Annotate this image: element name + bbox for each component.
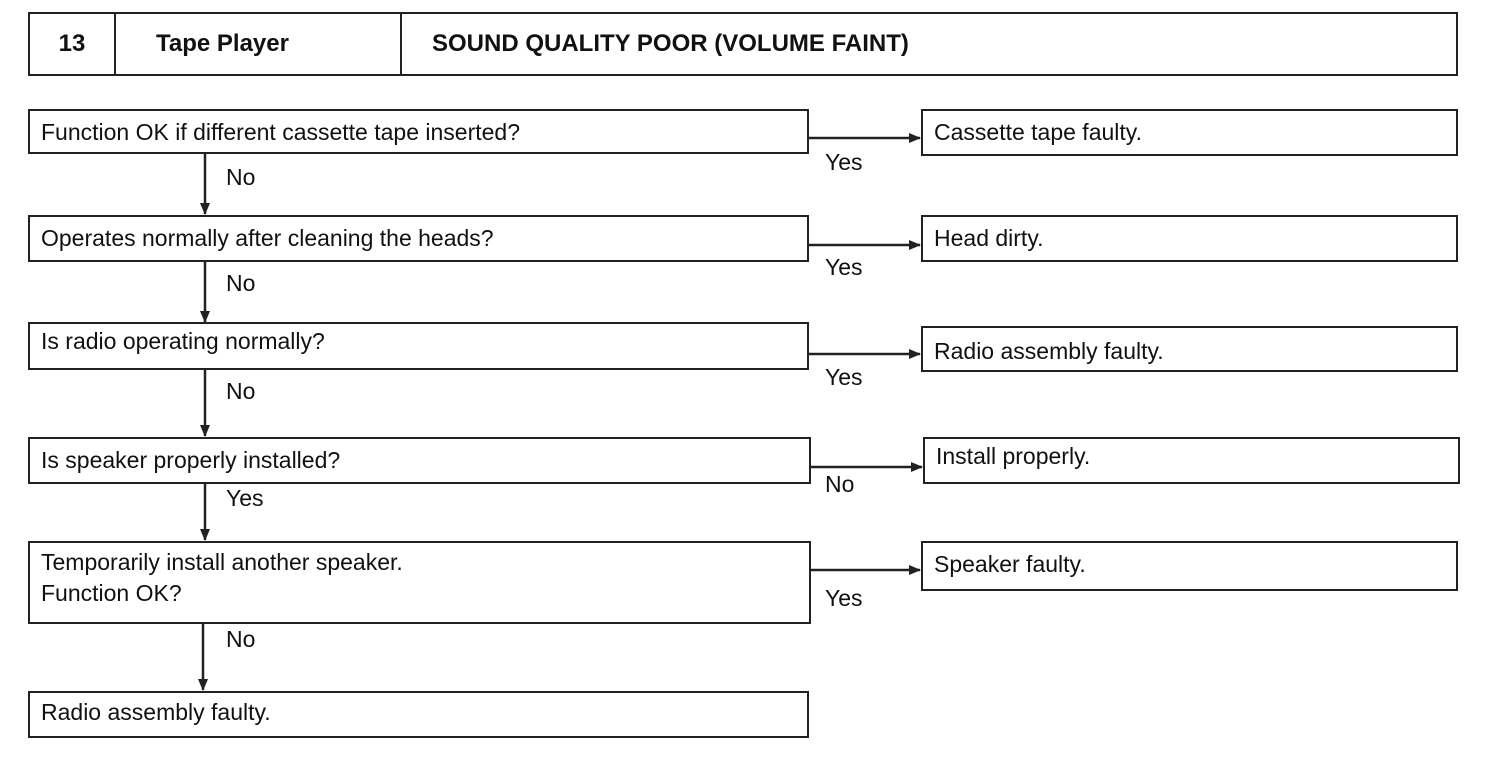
result-text-3: Radio assembly faulty. bbox=[934, 338, 1164, 364]
question-box-3 bbox=[28, 322, 809, 370]
result-text-5: Speaker faulty. bbox=[934, 551, 1086, 577]
procedure-topic: Tape Player bbox=[116, 14, 402, 74]
final-result-box bbox=[28, 691, 809, 738]
down-label-2: No bbox=[226, 270, 256, 296]
question-box-4 bbox=[28, 437, 811, 484]
result-text-2: Head dirty. bbox=[934, 225, 1044, 251]
question-box-5 bbox=[28, 541, 811, 624]
down-label-5: No bbox=[226, 626, 256, 652]
question-box-1 bbox=[28, 109, 809, 154]
question-text-1: Function OK if different cassette tape inserted? bbox=[41, 119, 521, 145]
question-text-2: Operates normally after cleaning the heads? bbox=[41, 225, 494, 251]
side-label-2: Yes bbox=[825, 254, 863, 280]
side-label-4: No bbox=[825, 471, 855, 497]
down-label-1: No bbox=[226, 164, 256, 190]
question-text-5-line-1: Temporarily install another speaker. bbox=[41, 549, 403, 575]
procedure-title: SOUND QUALITY POOR (VOLUME FAINT) bbox=[432, 30, 909, 57]
question-text-4: Is speaker properly installed? bbox=[41, 447, 341, 473]
question-text-5-line-2: Function OK? bbox=[41, 580, 182, 606]
side-label-5: Yes bbox=[825, 585, 863, 611]
down-label-4: Yes bbox=[226, 485, 264, 511]
result-box-4 bbox=[923, 437, 1460, 484]
final-result-text: Radio assembly faulty. bbox=[41, 699, 271, 725]
result-text-4: Install properly. bbox=[936, 443, 1091, 469]
result-box-1 bbox=[921, 109, 1458, 156]
result-box-3 bbox=[921, 326, 1458, 372]
result-text-1: Cassette tape faulty. bbox=[934, 119, 1142, 145]
question-box-2 bbox=[28, 215, 809, 262]
result-box-5 bbox=[921, 541, 1458, 591]
question-text-3: Is radio operating normally? bbox=[41, 328, 325, 354]
side-label-3: Yes bbox=[825, 364, 863, 390]
result-box-2 bbox=[921, 215, 1458, 262]
procedure-number: 13 bbox=[30, 14, 116, 74]
down-label-3: No bbox=[226, 378, 256, 404]
side-label-1: Yes bbox=[825, 149, 863, 175]
